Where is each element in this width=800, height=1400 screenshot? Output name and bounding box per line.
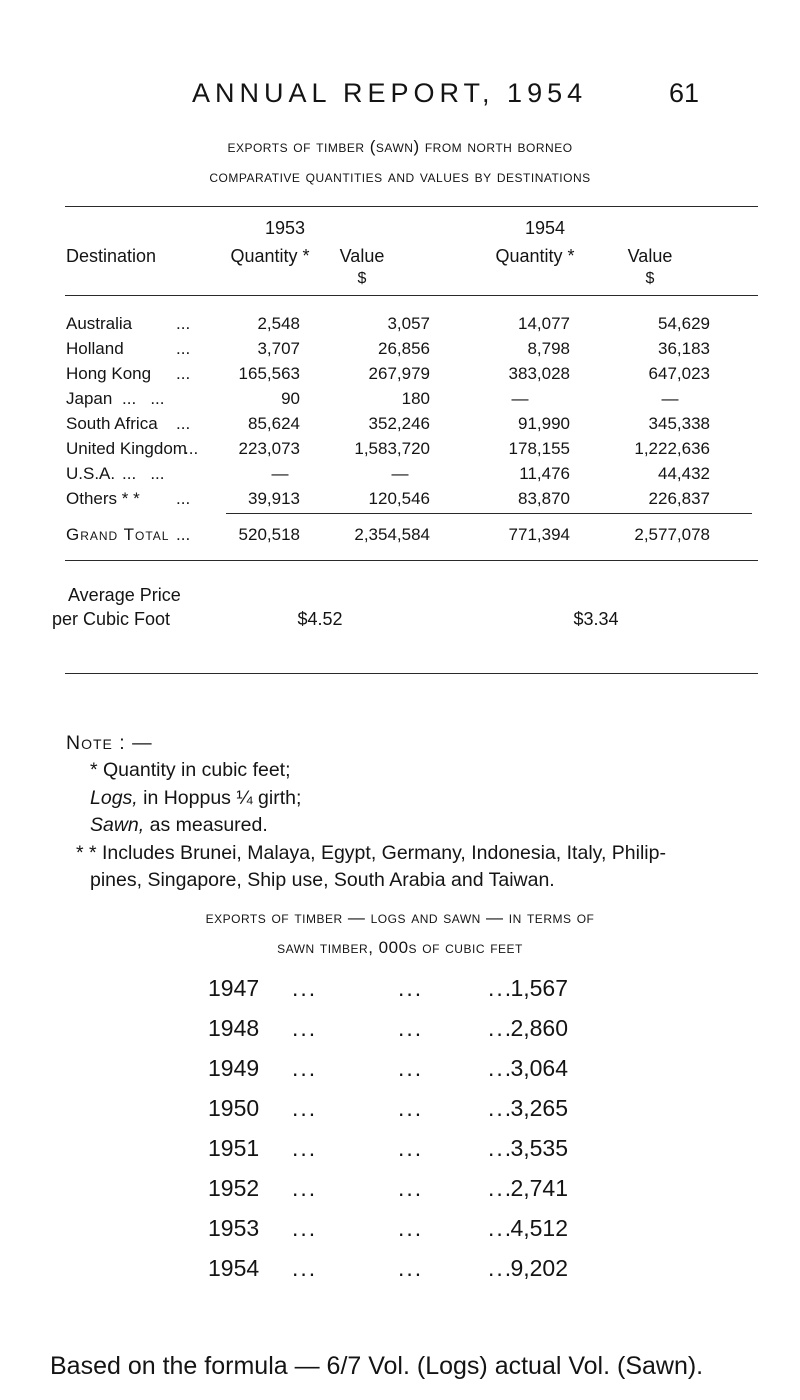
year-1953-header: 1953 bbox=[264, 218, 306, 238]
destination-header: Destination bbox=[66, 246, 157, 266]
series-row bbox=[208, 1135, 568, 1167]
average-rule bbox=[65, 560, 758, 561]
note-quantity: * Quantity in cubic feet; bbox=[90, 759, 291, 782]
series-year: 1952 bbox=[208, 1175, 260, 1201]
year-1954-header: 1954 bbox=[524, 218, 566, 238]
row-quantity-1953: 165,563 bbox=[238, 364, 300, 383]
row-quantity-1954: 11,476 bbox=[519, 464, 570, 483]
quantity-1953-header: Quantity * bbox=[230, 246, 310, 266]
currency-1954-header: $ bbox=[645, 270, 655, 287]
leader-dots: ... bbox=[176, 314, 191, 333]
leader-dots: ... bbox=[292, 1175, 318, 1201]
leader-dots: ... ... bbox=[122, 389, 165, 408]
note-others-line2: pines, Singapore, Ship use, South Arabia and Taiwan. bbox=[90, 869, 555, 892]
series-value: 3,265 bbox=[510, 1095, 568, 1121]
average-price-1953: $4.52 bbox=[297, 609, 343, 629]
row-value-1954: 36,183 bbox=[658, 339, 710, 358]
series-year: 1949 bbox=[208, 1055, 260, 1081]
row-quantity-1954: 83,870 bbox=[518, 489, 570, 508]
table1-subtitle: comparative quantities and values by destinations bbox=[209, 167, 591, 186]
row-value-1953: 352,246 bbox=[368, 414, 430, 433]
series-year: 1951 bbox=[208, 1135, 260, 1161]
page-number: 61 bbox=[669, 78, 700, 108]
table-top-rule bbox=[65, 206, 758, 207]
leader-dots: ... bbox=[184, 439, 199, 458]
leader-dots: ... bbox=[488, 975, 514, 1001]
row-quantity-1953: 85,624 bbox=[248, 414, 300, 433]
row-quantity-1953: 2,548 bbox=[257, 314, 300, 333]
row-value-1954: 44,432 bbox=[658, 464, 710, 483]
leader-dots: ... ... bbox=[122, 464, 165, 483]
leader-dots: ... bbox=[398, 1215, 424, 1241]
row-quantity-1954: 8,798 bbox=[527, 339, 570, 358]
note-logs bbox=[66, 785, 766, 812]
series-value: 1,567 bbox=[510, 975, 568, 1001]
row-destination: Japan bbox=[66, 389, 113, 408]
series-row bbox=[208, 1255, 568, 1287]
leader-dots: ... bbox=[176, 525, 191, 544]
average-price-label: Average Price bbox=[68, 585, 181, 605]
leader-dots: ... bbox=[488, 1015, 514, 1041]
currency-1953-header: $ bbox=[357, 270, 367, 287]
leader-dots: ... bbox=[398, 1015, 424, 1041]
series-year: 1948 bbox=[208, 1015, 260, 1041]
grand-total-label: Grand Total bbox=[66, 525, 170, 544]
series-value: 2,741 bbox=[510, 1175, 568, 1201]
average-price-1954: $3.34 bbox=[573, 609, 619, 629]
leader-dots: ... bbox=[292, 975, 318, 1001]
row-quantity-1953: 90 bbox=[281, 389, 300, 408]
leader-dots: ... bbox=[176, 364, 191, 383]
series-year: 1954 bbox=[208, 1255, 260, 1281]
row-destination: South Africa bbox=[66, 414, 158, 433]
row-value-1953: 267,979 bbox=[368, 364, 430, 383]
row-quantity-1953: — bbox=[271, 464, 289, 483]
table1-title: exports of timber (sawn) from north borneo bbox=[227, 137, 573, 156]
series-row bbox=[208, 975, 568, 1007]
leader-dots: ... bbox=[398, 1255, 424, 1281]
leader-dots: ... bbox=[292, 1055, 318, 1081]
leader-dots: ... bbox=[488, 1255, 514, 1281]
note-sawn bbox=[66, 812, 766, 839]
series-value: 3,535 bbox=[510, 1135, 568, 1161]
table2-title-line1: exports of timber — logs and sawn — in terms of bbox=[205, 908, 595, 927]
series-year: 1947 bbox=[208, 975, 260, 1001]
table2-title-line2: sawn timber, 000s of cubic feet bbox=[277, 938, 523, 957]
leader-dots: ... bbox=[292, 1215, 318, 1241]
leader-dots: ... bbox=[292, 1015, 318, 1041]
row-destination: U.S.A. bbox=[66, 464, 116, 483]
per-cubic-foot-label: per Cubic Foot bbox=[52, 609, 171, 629]
series-row bbox=[208, 1175, 568, 1207]
series-value: 2,860 bbox=[510, 1015, 568, 1041]
value-1953-header: Value bbox=[339, 246, 385, 266]
formula-footnote: Based on the formula — 6/7 Vol. (Logs) actual Vol. (Sawn). bbox=[50, 1352, 704, 1380]
row-quantity-1954: 14,077 bbox=[518, 314, 570, 333]
series-row bbox=[208, 1015, 568, 1047]
row-quantity-1954: 178,155 bbox=[508, 439, 570, 458]
row-value-1953: 3,057 bbox=[387, 314, 430, 333]
series-value: 4,512 bbox=[510, 1215, 568, 1241]
leader-dots: ... bbox=[398, 1175, 424, 1201]
leader-dots: ... bbox=[488, 1135, 514, 1161]
row-destination: United Kingdom bbox=[66, 439, 187, 458]
row-value-1954: 1,222,636 bbox=[634, 439, 710, 458]
row-quantity-1953: 39,913 bbox=[248, 489, 300, 508]
row-destination: Others * * bbox=[66, 489, 140, 508]
quantity-1954-header: Quantity * bbox=[495, 246, 575, 266]
row-quantity-1954: 383,028 bbox=[508, 364, 570, 383]
leader-dots: ... bbox=[398, 1095, 424, 1121]
grand-total-quantity-1953: 520,518 bbox=[238, 525, 300, 544]
running-head bbox=[0, 78, 800, 112]
row-destination: Holland bbox=[66, 339, 124, 358]
note-logs-text: in Hoppus ¼ girth; bbox=[137, 786, 302, 809]
notes bbox=[66, 730, 766, 894]
leader-dots: ... bbox=[176, 489, 191, 508]
series-row bbox=[208, 1095, 568, 1127]
series-year: 1953 bbox=[208, 1215, 260, 1241]
value-1954-header: Value bbox=[627, 246, 673, 266]
row-value-1954: 54,629 bbox=[658, 314, 710, 333]
running-title: ANNUAL REPORT, 1954 bbox=[192, 78, 588, 108]
note-sawn-term: Sawn, bbox=[90, 814, 145, 837]
grand-total-value-1954: 2,577,078 bbox=[634, 525, 710, 544]
row-value-1954: 345,338 bbox=[648, 414, 710, 433]
total-rule bbox=[226, 513, 752, 514]
row-value-1954: 647,023 bbox=[648, 364, 710, 383]
row-value-1953: — bbox=[391, 464, 409, 483]
row-value-1953: 26,856 bbox=[378, 339, 430, 358]
leader-dots: ... bbox=[292, 1135, 318, 1161]
leader-dots: ... bbox=[488, 1055, 514, 1081]
row-value-1954: — bbox=[661, 389, 679, 408]
leader-dots: ... bbox=[488, 1215, 514, 1241]
table-bottom-rule bbox=[65, 673, 758, 674]
leader-dots: ... bbox=[488, 1095, 514, 1121]
series-year: 1950 bbox=[208, 1095, 260, 1121]
row-quantity-1953: 223,073 bbox=[238, 439, 300, 458]
series-row bbox=[208, 1055, 568, 1087]
header-rule bbox=[65, 295, 758, 296]
leader-dots: ... bbox=[398, 1055, 424, 1081]
row-quantity-1953: 3,707 bbox=[257, 339, 300, 358]
row-value-1953: 120,546 bbox=[368, 489, 430, 508]
note-others-line1: * * Includes Brunei, Malaya, Egypt, Germany, Indonesia, Italy, Philip- bbox=[76, 841, 666, 864]
row-value-1954: 226,837 bbox=[648, 489, 710, 508]
row-value-1953: 1,583,720 bbox=[354, 439, 430, 458]
row-quantity-1954: 91,990 bbox=[518, 414, 570, 433]
leader-dots: ... bbox=[292, 1255, 318, 1281]
row-value-1953: 180 bbox=[401, 389, 430, 408]
leader-dots: ... bbox=[398, 1135, 424, 1161]
series-value: 9,202 bbox=[510, 1255, 568, 1281]
row-quantity-1954: — bbox=[511, 389, 529, 408]
leader-dots: ... bbox=[176, 339, 191, 358]
row-destination: Hong Kong bbox=[66, 364, 152, 383]
leader-dots: ... bbox=[398, 975, 424, 1001]
grand-total-quantity-1954: 771,394 bbox=[508, 525, 570, 544]
series-row bbox=[208, 1215, 568, 1247]
leader-dots: ... bbox=[176, 414, 191, 433]
leader-dots: ... bbox=[488, 1175, 514, 1201]
grand-total-value-1953: 2,354,584 bbox=[354, 525, 430, 544]
leader-dots: ... bbox=[292, 1095, 318, 1121]
row-destination: Australia bbox=[66, 314, 133, 333]
series-value: 3,064 bbox=[510, 1055, 568, 1081]
note-heading: Note : — bbox=[66, 732, 153, 754]
note-sawn-text: as measured. bbox=[144, 814, 268, 837]
note-logs-term: Logs, bbox=[90, 786, 138, 809]
